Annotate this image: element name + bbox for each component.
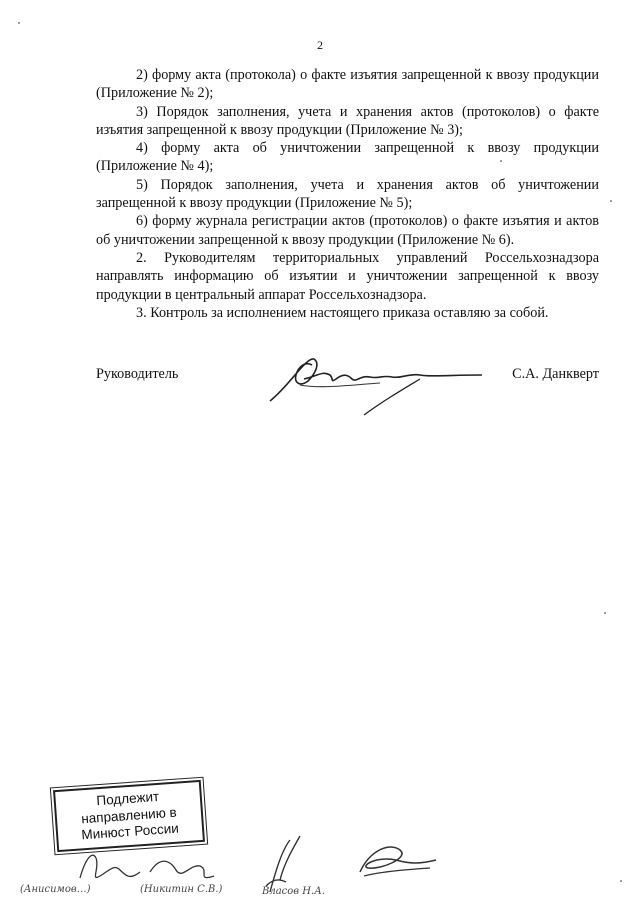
visa-name-1: (Анисимов…) — [20, 884, 91, 895]
signatory-name: С.А. Данкверт — [512, 366, 599, 382]
scan-speck — [500, 160, 502, 162]
visa-name-3: Власов Н.А. — [262, 886, 325, 897]
page-number: 2 — [317, 38, 323, 52]
list-item-4: 4) форму акта об уничтожении запрещенной к ввозу продукции (Приложение № 4); — [96, 140, 599, 175]
approval-visas — [0, 820, 640, 905]
stamp-line: Минюст России — [80, 820, 180, 843]
list-item-6: 6) форму журнала регистрации актов (протоколов) о факте изъятия и актов об уничтожении запрещенной к ввозу продукции (Приложение № 6). — [96, 213, 599, 248]
clause-3: 3. Контроль за исполнением настоящего приказа оставляю за собой. — [136, 304, 549, 321]
stamp-line: Подлежит — [95, 788, 160, 809]
clause-2: 2. Руководителям территориальных управлений Россельхознадзора направлять информацию об изъятии и уничтожении запрещенной к ввозу продукции в центральный аппарат Россельхознадзора. — [96, 249, 599, 303]
stamp-line: направлению в — [80, 804, 178, 826]
scan-speck — [18, 22, 20, 24]
list-item-3: 3) Порядок заполнения, учета и хранения актов (протоколов) о факте изъятия запрещенной к ввозу продукции (Приложение № 3); — [96, 103, 599, 138]
list-item-2: 2) форму акта (протокола) о факте изъятия запрещенной к ввозу продукции (Приложение № 2); — [96, 67, 599, 102]
handwritten-signature — [260, 345, 490, 435]
scan-speck — [620, 880, 622, 882]
visa-name-2: (Никитин С.В.) — [140, 884, 223, 895]
signatory-title: Руководитель — [96, 366, 179, 382]
document-body — [96, 66, 599, 322]
list-item-5: 5) Порядок заполнения, учета и хранения актов об уничтожении запрещенной к ввозу продукции (Приложение № 5); — [96, 176, 599, 212]
scan-speck — [610, 200, 612, 202]
scan-speck — [604, 612, 606, 614]
